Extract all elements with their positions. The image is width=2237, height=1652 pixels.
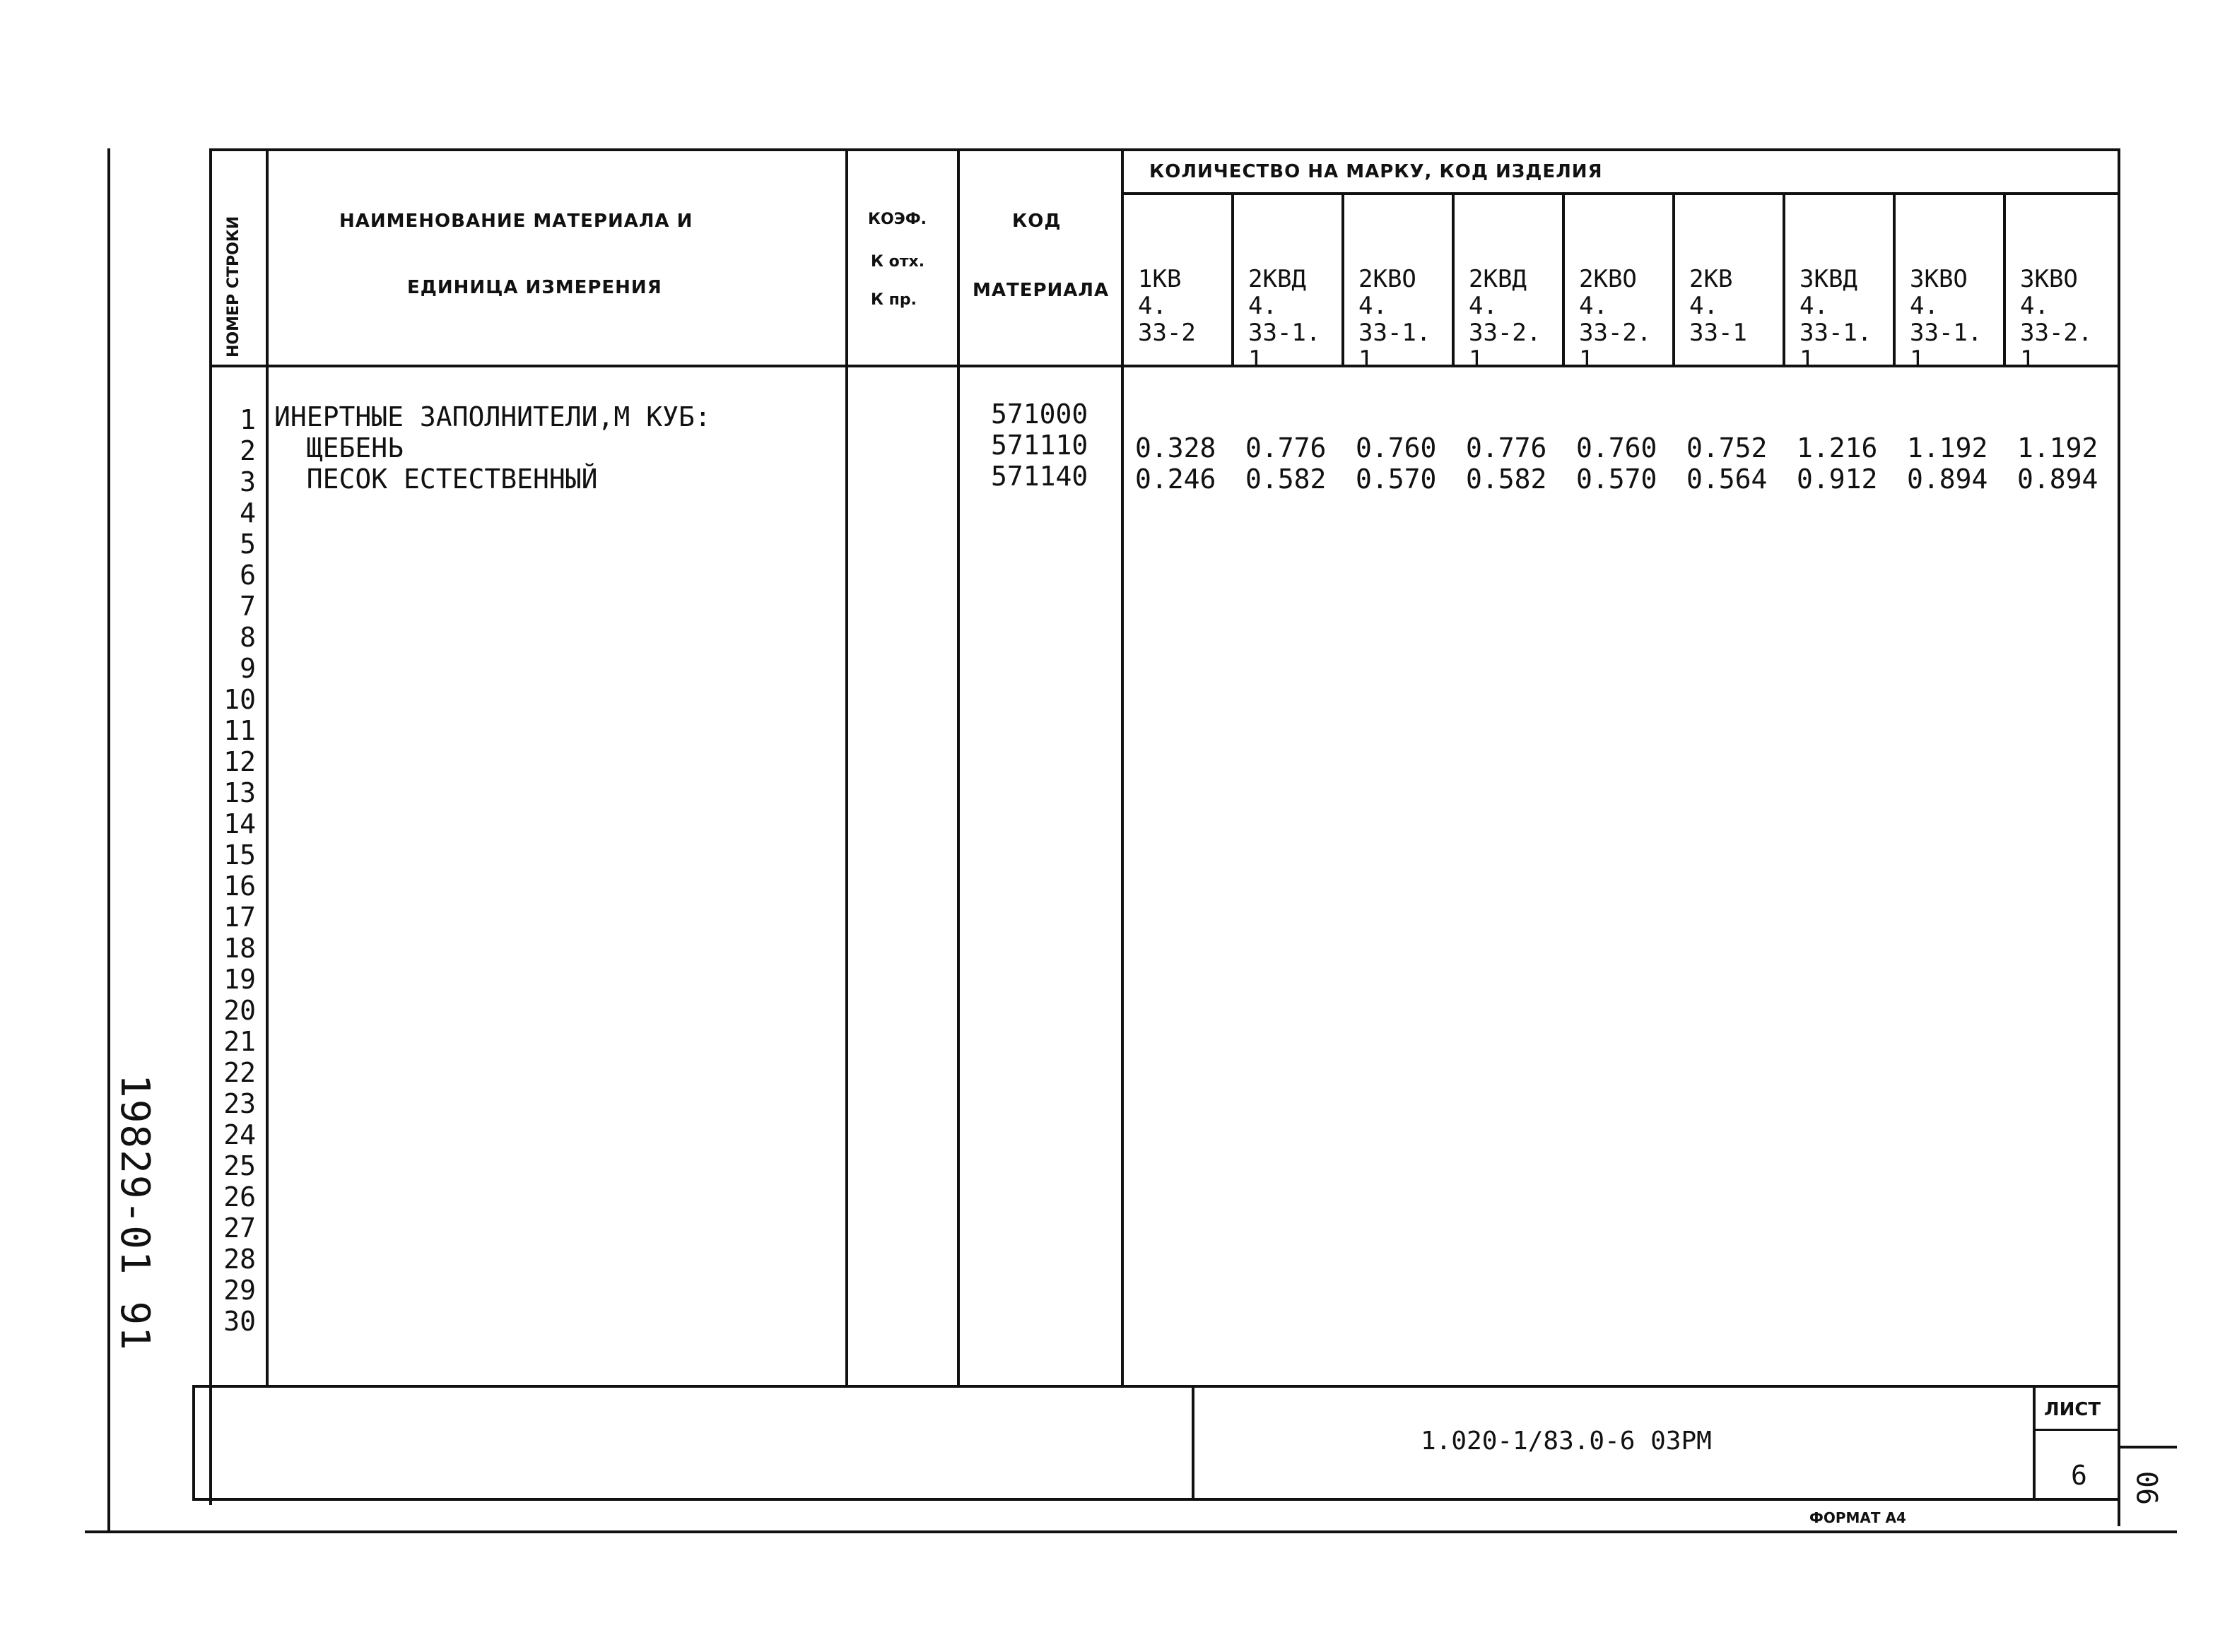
frame-right	[2118, 148, 2120, 1526]
row-number: 21	[223, 1026, 256, 1057]
frame-bottom-outer	[85, 1530, 2177, 1533]
material-code: 571000	[991, 399, 1088, 430]
coef-header-1: КОЭФ.	[868, 211, 927, 228]
body-bottom-line	[192, 1385, 2119, 1388]
quantity-cell: 0.246	[1135, 464, 1216, 495]
row-number: 3	[240, 466, 256, 497]
code-header-1: КОД	[1012, 211, 1062, 232]
row-number: 24	[223, 1119, 256, 1150]
row-number: 4	[240, 497, 256, 529]
prod-divider-6	[1783, 194, 1785, 366]
quantity-cell: 0.328	[1135, 432, 1216, 464]
product-header: 2КВО 4. 33-1. 1	[1358, 265, 1431, 374]
sheet-box-left	[2033, 1386, 2036, 1499]
doc-code: 1.020-1/83.0-6 03РМ	[1421, 1427, 1712, 1456]
row-number: 8	[240, 622, 256, 653]
product-header: 3КВД 4. 33-1. 1	[1799, 265, 1872, 374]
row-number: 22	[223, 1057, 256, 1088]
material-name: ЩЕБЕНЬ	[274, 432, 404, 464]
row-number: 30	[223, 1306, 256, 1337]
row-number: 13	[223, 777, 256, 808]
quantity-cell: 0.570	[1356, 464, 1437, 495]
material-code: 571140	[991, 461, 1088, 492]
col-divider-coef	[957, 150, 960, 1386]
quantity-cell: 0.894	[1907, 464, 1988, 495]
prod-divider-8	[2003, 194, 2006, 366]
margin-note: 19829-01 91	[112, 1074, 158, 1352]
frame-top	[212, 148, 2120, 151]
row-number: 5	[240, 529, 256, 560]
row-number: 28	[223, 1244, 256, 1275]
row-number: 18	[223, 933, 256, 964]
quantity-cell: 0.752	[1686, 432, 1768, 464]
quantity-cell: 0.564	[1686, 464, 1768, 495]
sheet-box-mid	[2034, 1429, 2119, 1431]
material-name: ПЕСОК ЕСТЕСТВЕННЫЙ	[274, 464, 598, 495]
product-header: 3КВО 4. 33-1. 1	[1910, 265, 1983, 374]
row-number: 10	[223, 684, 256, 715]
row-number: 16	[223, 871, 256, 902]
format-label: ФОРМАТ А4	[1809, 1509, 1906, 1526]
material-name: ИНЕРТНЫЕ ЗАПОЛНИТЕЛИ,М КУБ:	[274, 401, 711, 432]
row-number: 26	[223, 1181, 256, 1213]
row-number: 2	[240, 435, 256, 466]
coef-header-2: К отх.	[871, 253, 925, 271]
row-number: 20	[223, 995, 256, 1026]
row-number: 29	[223, 1275, 256, 1306]
prod-divider-2	[1341, 194, 1344, 366]
row-number: 17	[223, 902, 256, 933]
quantity-cell: 1.216	[1797, 432, 1878, 464]
product-header: 3КВО 4. 33-2. 1	[2020, 265, 2093, 374]
quantity-cell: 1.192	[2017, 432, 2098, 464]
row-number: 1	[240, 404, 256, 435]
name-header-1: НАИМЕНОВАНИЕ МАТЕРИАЛА И	[339, 211, 693, 232]
row-number: 6	[240, 560, 256, 591]
name-header-2: ЕДИНИЦА ИЗМЕРЕНИЯ	[407, 277, 662, 298]
titleblock-bottom	[192, 1498, 2119, 1501]
quantity-cell: 0.894	[2017, 464, 2098, 495]
frame-left-outer	[107, 148, 110, 1533]
quantity-cell: 0.760	[1356, 432, 1437, 464]
col-divider-name	[845, 150, 848, 1386]
row-number: 19	[223, 964, 256, 995]
row-number-header: НОМЕР СТРОКИ	[225, 216, 242, 358]
side-tab-line	[2119, 1446, 2177, 1449]
quantity-cell: 0.570	[1576, 464, 1657, 495]
row-number: 7	[240, 591, 256, 622]
quantity-cell: 1.192	[1907, 432, 1988, 464]
quantity-cell: 0.760	[1576, 432, 1657, 464]
titleblock-left	[192, 1385, 195, 1501]
row-number: 15	[223, 839, 256, 871]
material-code: 571110	[991, 430, 1088, 461]
sheet-number: 6	[2071, 1460, 2087, 1491]
row-number: 11	[223, 715, 256, 746]
prod-divider-7	[1893, 194, 1896, 366]
product-header: 2КВД 4. 33-1. 1	[1248, 265, 1321, 374]
prod-divider-4	[1562, 194, 1565, 366]
product-header: 2КВО 4. 33-2. 1	[1579, 265, 1652, 374]
row-number: 27	[223, 1213, 256, 1244]
row-number: 14	[223, 808, 256, 839]
row-numbers	[213, 404, 256, 1337]
side-number: 90	[2132, 1470, 2165, 1505]
coef-header-3: К пр.	[871, 291, 917, 309]
quantity-header: КОЛИЧЕСТВО НА МАРКУ, КОД ИЗДЕЛИЯ	[1149, 161, 1603, 182]
product-header: 2КВД 4. 33-2. 1	[1469, 265, 1542, 374]
code-header-2: МАТЕРИАЛА	[973, 280, 1110, 301]
row-number: 23	[223, 1088, 256, 1119]
quantity-cell: 0.776	[1245, 432, 1327, 464]
row-number: 9	[240, 653, 256, 684]
product-header: 1КВ 4. 33-2	[1138, 265, 1196, 347]
titleblock-divider	[1192, 1386, 1194, 1499]
row-number: 12	[223, 746, 256, 777]
product-header: 2КВ 4. 33-1	[1689, 265, 1747, 347]
sheet-label: ЛИСТ	[2044, 1399, 2101, 1420]
quantity-cell: 0.582	[1245, 464, 1327, 495]
col-divider-num	[266, 150, 269, 1386]
row-number: 25	[223, 1150, 256, 1181]
quantity-cell: 0.912	[1797, 464, 1878, 495]
quantity-sub-line	[1122, 192, 2119, 195]
quantity-cell: 0.776	[1466, 432, 1547, 464]
col-divider-code	[1121, 150, 1124, 1386]
prod-divider-5	[1672, 194, 1675, 366]
table-left	[209, 148, 212, 1505]
prod-divider-3	[1452, 194, 1455, 366]
quantity-cell: 0.582	[1466, 464, 1547, 495]
prod-divider-1	[1231, 194, 1234, 366]
